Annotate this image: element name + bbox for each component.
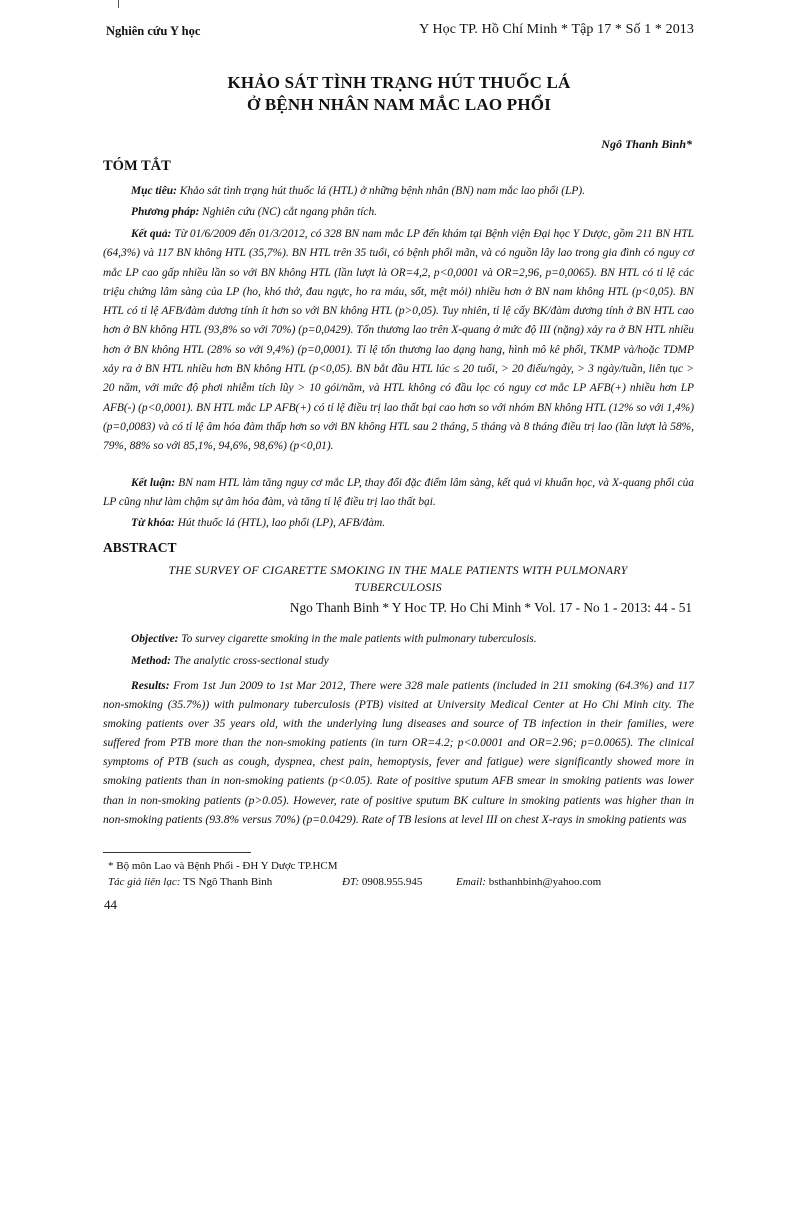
tu-khoa-label: Từ khóa: — [131, 517, 175, 529]
results-paragraph — [103, 676, 694, 829]
article-title-line-2: Ở BỆNH NHÂN NAM MẮC LAO PHỔI — [246, 95, 552, 114]
tel-label: ĐT: — [342, 876, 360, 888]
footnote-affiliation: * Bộ môn Lao và Bệnh Phổi - ĐH Y Dược TP.HCM — [108, 860, 338, 872]
page-edge-mark — [118, 0, 119, 8]
running-header-left: Nghiên cứu Y học — [106, 24, 201, 38]
section-heading-tomtat: TÓM TẮT — [103, 158, 171, 174]
method-label: Method: — [131, 655, 171, 667]
ket-qua-paragraph — [103, 225, 694, 457]
objective-paragraph — [103, 630, 694, 649]
results-label: Results: — [131, 679, 170, 692]
running-header-right: Y Học TP. Hồ Chí Minh * Tập 17 * Số 1 * 2013 — [419, 22, 694, 37]
email-address: bsthanhbinh@yahoo.com — [485, 876, 602, 888]
objective-text: To survey cigarette smoking in the male patients with pulmonary tuberculosis. — [178, 633, 537, 645]
phuong-phap-label: Phương pháp: — [131, 206, 200, 218]
objective-label: Objective: — [131, 633, 179, 645]
ket-luan-paragraph — [103, 474, 694, 513]
ket-qua-label: Kết quả: — [131, 228, 172, 240]
tu-khoa-paragraph — [103, 514, 694, 533]
contact-label: Tác giả liên lạc: — [108, 876, 181, 888]
method-paragraph — [103, 652, 694, 671]
ket-luan-label: Kết luận: — [131, 477, 176, 489]
muc-tieu-label: Mục tiêu: — [131, 185, 177, 197]
phuong-phap-paragraph — [103, 203, 694, 222]
results-text: From 1st Jun 2009 to 1st Mar 2012, There were 328 male patients (included in 211 smoking (64.3%) and 117 non-smoking (35.7%)) with pulmonary tuberculosis (PTB) visited at University Medical Center at Ho Chi Minh city. The smoking patients over 35 years old, with the underlying lung diseases and source of TB infection in their families, were suffered from PTB more than the non-smoking patients (in turn OR=4.2; p<0.0001 and OR=2.96; p=0.0065). The clinical symptoms of PTB (such as cough, dyspnea, chest pain, hemoptysis, fever and fatigue) were significantly showed more in smoking patients than in non-smoking patients (p<0.05). Rate of positive sputum AFB smear in smoking patients was lower than in non-smoking patients (p>0.05). However, rate of positive sputum BK culture in smoking patients was higher than in non-smoking patients (93.8% versus 70%) (p=0.0429). Rate of TB lesions at level III on chest X-rays in smoking patients was — [103, 679, 694, 826]
muc-tieu-text: Khảo sát tình trạng hút thuốc lá (HTL) ở những bệnh nhân (BN) nam mắc lao phổi (LP). — [176, 185, 585, 197]
footnote-divider — [103, 852, 251, 853]
contact-name: TS Ngô Thanh Bình — [180, 876, 273, 888]
ket-luan-text: BN nam HTL làm tăng nguy cơ mắc LP, thay đổi đặc điểm lâm sàng, kết quả vi khuẩn học, và X-quang phổi của LP cũng như làm chậm sự âm hóa đàm, và tăng tỉ lệ điều trị lao thất bại. — [103, 477, 694, 509]
email-label: Email: — [456, 876, 486, 888]
section-heading-abstract: ABSTRACT — [103, 540, 177, 555]
tel-number: 0908.955.945 — [359, 876, 423, 888]
footnote-contact — [108, 876, 602, 888]
abstract-citation: Ngo Thanh Binh * Y Hoc TP. Ho Chi Minh * Vol. 17 - No 1 - 2013: 44 - 51 — [289, 600, 692, 615]
method-text: The analytic cross-sectional study — [170, 655, 329, 667]
ket-qua-text: Từ 01/6/2009 đến 01/3/2012, có 328 BN nam mắc LP đến khám tại Bệnh viện Đại học Y Dược, gồm 211 BN HTL (64,3%) và 117 BN không HTL (35,7%). BN HTL trên 35 tuổi, có bệnh phổi mãn, và có nguồn lây lao trong gia đình có nguy cơ mắc LP cao gấp nhiều lần so với BN không HTL (lần lượt là OR=4,2, p<0,0001 và OR=2,96, p=0,0065). BN HTL có tỉ lệ các triệu chứng lâm sàng của LP (ho, khó thở, đau ngực, ho ra máu, sốt, mệt mỏi) nhiều hơn ở BN nam không HTL (p<0,05). BN HTL có tỉ lệ AFB/đàm dương tính ít hơn so với BN không HTL (p>0,05). Tuy nhiên, tỉ lệ cấy BK/đàm dương tính ở BN HTL cao hơn ở BN không HTL (93,8% so với 70%) (p=0,0429). Tổn thương lao trên X-quang ở mức độ III (nặng) xảy ra ở BN HTL nhiều hơn ở BN không HTL (28% so với 9,4%) (p=0,0001). Tỉ lệ tổn thương lao dạng hang, hình mô kê phổi, TKMP và/hoặc TDMP xảy ra ở BN HTL nhiều hơn BN không HTL (p<0,05). BN bắt đầu HTL lúc ≤ 20 tuổi, > 20 điếu/ngày, > 3 ngày/tuần, liên tục > 20 năm, với mức độ phơi nhiễm tích lũy > 10 gói/năm, và HTL không có đầu lọc có nguy cơ mắc LP AFB(+) nhiều hơn LP AFB(-) (p<0,0001). BN HTL mắc LP AFB(+) có tỉ lệ điều trị lao thất bại cao hơn so với nhóm BN không HTL (12% so với 1,4%) (p=0,0083) và có tỉ lệ âm hóa đàm thấp hơn so với BN không HTL sau 2 tháng, 5 tháng và 8 tháng điều trị lao (lần lượt là 58%, 79%, 88% so với 85,1%, 94,6%, 98,6%) (p<0,01). — [103, 228, 695, 453]
article-title-line-1: KHẢO SÁT TÌNH TRẠNG HÚT THUỐC LÁ — [227, 73, 571, 92]
tu-khoa-text: Hút thuốc lá (HTL), lao phổi (LP), AFB/đàm. — [174, 517, 386, 529]
phuong-phap-text: Nghiên cứu (NC) cắt ngang phân tích. — [199, 206, 378, 218]
author-name: Ngô Thanh Bình* — [601, 137, 692, 151]
abstract-title: THE SURVEY OF CIGARETTE SMOKING IN THE MALE PATIENTS WITH PULMONARY TUBERCULOSIS — [168, 563, 628, 594]
muc-tieu-paragraph — [103, 182, 694, 201]
page-number: 44 — [104, 897, 117, 912]
